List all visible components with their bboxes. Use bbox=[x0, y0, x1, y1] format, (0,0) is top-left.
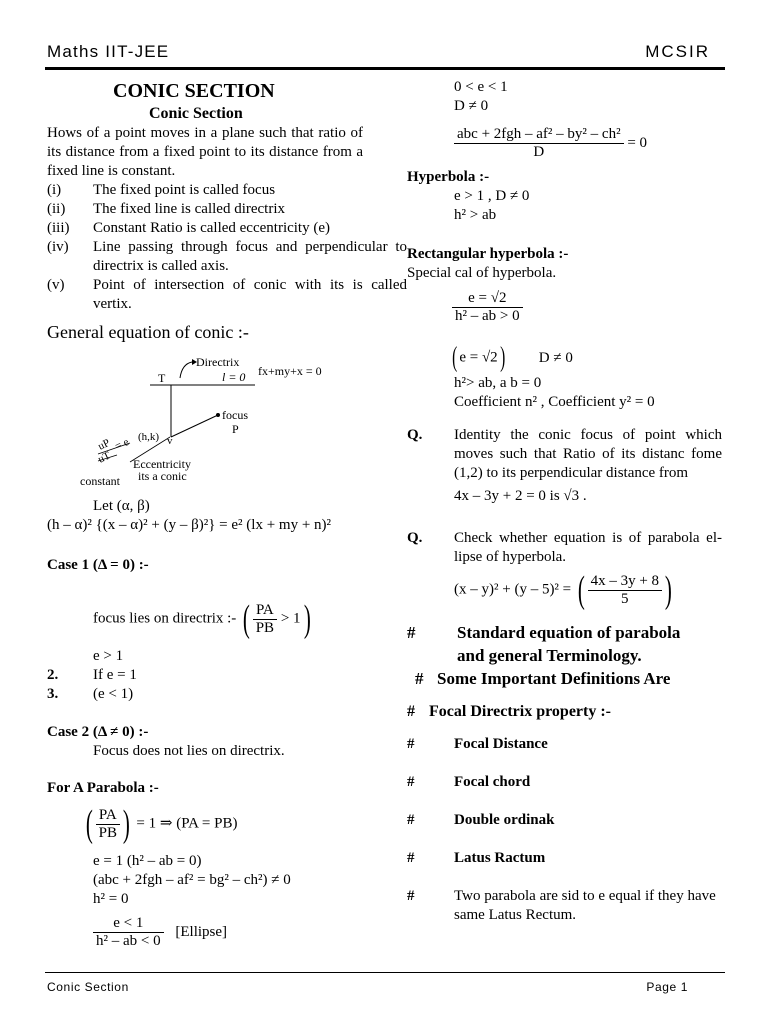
hash-mark: # bbox=[407, 703, 415, 720]
fraction-denominator: D bbox=[533, 144, 545, 160]
footer-page-number: Page 1 bbox=[646, 980, 688, 994]
closing-statement: Two parabola are sid to e equal if they have same Latus Rectum. bbox=[454, 888, 716, 923]
gt-one: > 1 bbox=[280, 610, 301, 627]
case2-heading: Case 2 (Δ ≠ 0) :- bbox=[47, 724, 149, 740]
ellipse-condition: 0 < e < 1 bbox=[454, 79, 508, 95]
question-equation-row bbox=[454, 571, 675, 609]
list-item-text: The fixed point is called focus bbox=[93, 182, 276, 198]
ellipse-label: [Ellipse] bbox=[175, 924, 228, 940]
list-item-number: (iv) bbox=[47, 239, 69, 255]
fraction-numerator: abc + 2fgh – af² – by² – ch² bbox=[454, 126, 624, 144]
focus-on-directrix-row bbox=[93, 600, 313, 638]
rect-D: D ≠ 0 bbox=[538, 349, 573, 366]
hash-mark: # bbox=[407, 888, 415, 904]
e-gt-1: e > 1 bbox=[93, 648, 124, 664]
fraction-denominator: PB bbox=[98, 824, 118, 841]
item-text: (e < 1) bbox=[93, 686, 134, 702]
diagram-label-directrix: Directrix bbox=[196, 355, 240, 369]
rect-line: Coefficient n² , Coefficient y² = 0 bbox=[454, 394, 655, 410]
fraction bbox=[452, 290, 523, 325]
list-item-text: The fixed line is called directrix bbox=[93, 201, 286, 217]
fraction-numerator: e < 1 bbox=[93, 915, 164, 933]
general-equation-heading: General equation of conic :- bbox=[47, 322, 249, 342]
diagram-label-focus: focus bbox=[222, 408, 248, 422]
rect-eq: e = √2 bbox=[459, 349, 498, 366]
parabola-line: h² = 0 bbox=[93, 891, 129, 907]
close-paren: ) bbox=[122, 803, 130, 845]
fraction-numerator: PA bbox=[253, 602, 277, 620]
diagram-label-its-conic: its a conic bbox=[138, 469, 187, 483]
diagram-label-P: P bbox=[232, 422, 239, 436]
question-text: Identity the conic focus of point which moves such that Ratio of its distanc fome (1,2) to its perpendicular distance from bbox=[454, 427, 722, 481]
general-equation: (h – α)² {(x – α)² + (y – β)²} = e² (lx + my + n)² bbox=[47, 517, 332, 533]
question-label: Q. bbox=[407, 530, 423, 546]
list-item-text: Constant Ratio is called eccentricity (e) bbox=[93, 220, 330, 236]
hyperbola-heading: Hyperbola :- bbox=[407, 169, 490, 185]
fraction bbox=[588, 573, 662, 608]
definition-term: Latus Ractum bbox=[454, 850, 546, 866]
list-item-number: (v) bbox=[47, 277, 65, 293]
item-number: 2. bbox=[47, 667, 59, 683]
fraction-denominator: h² – ab > 0 bbox=[455, 308, 520, 324]
list-item-text: Point of intersection of conic with its is called vertix. bbox=[93, 277, 407, 312]
fraction-numerator: PA bbox=[96, 807, 120, 825]
fraction bbox=[454, 126, 624, 161]
hyperbola-line: e > 1 , D ≠ 0 bbox=[454, 188, 530, 204]
diagram-label-e: = e bbox=[113, 435, 131, 453]
section-subtitle: Conic Section bbox=[149, 105, 243, 122]
rect-line: h²> ab, a b = 0 bbox=[454, 375, 542, 391]
section-heading: Some Important Definitions Are bbox=[437, 669, 671, 688]
question-label: Q. bbox=[407, 427, 423, 443]
hash-mark: # bbox=[407, 623, 416, 642]
hash-mark: # bbox=[407, 812, 415, 828]
open-paren: ( bbox=[242, 598, 250, 640]
rect-hyperbola-text: Special cal of hyperbola. bbox=[407, 265, 557, 281]
hash-mark: # bbox=[407, 850, 415, 866]
close-paren: ) bbox=[664, 569, 672, 611]
diagram-label-constant: constant bbox=[80, 474, 120, 488]
list-item-number: (ii) bbox=[47, 201, 66, 217]
fraction bbox=[253, 602, 277, 637]
fraction bbox=[96, 807, 120, 842]
diagram-label-equation: fx+my+x = 0 bbox=[258, 364, 322, 378]
item-number: 3. bbox=[47, 686, 59, 702]
header-rule bbox=[45, 67, 725, 70]
focus-on-directrix-text: focus lies on directrix :- bbox=[93, 610, 237, 627]
item-text: If e = 1 bbox=[93, 667, 137, 683]
parabola-equation-row bbox=[83, 805, 237, 843]
diagram-label-v: v bbox=[167, 435, 173, 447]
list-item-text: Line passing through focus and perpendicular to directrix is called axis. bbox=[93, 239, 407, 274]
rect-hyperbola-heading: Rectangular hyperbola :- bbox=[407, 246, 569, 262]
footer-rule bbox=[45, 972, 725, 973]
ellipse-row bbox=[93, 915, 227, 950]
parabola-line: (abc + 2fgh – af² = bg² – ch²) ≠ 0 bbox=[93, 872, 291, 888]
definition-term: Double ordinak bbox=[454, 812, 555, 828]
close-paren: ) bbox=[499, 342, 505, 373]
fraction-numerator: e = √2 bbox=[452, 290, 523, 308]
rect-eq-row bbox=[450, 339, 573, 377]
hyperbola-line: h² > ab bbox=[454, 207, 497, 223]
close-paren: ) bbox=[303, 598, 311, 640]
list-item-number: (i) bbox=[47, 182, 62, 198]
section-heading: and general Terminology. bbox=[457, 646, 642, 665]
parabola-line: e = 1 (h² – ab = 0) bbox=[93, 853, 202, 869]
fraction-denominator: 5 bbox=[621, 590, 629, 607]
section-heading: Focal Directrix property :- bbox=[429, 703, 612, 720]
definition-term: Focal Distance bbox=[454, 736, 548, 752]
header-right: MCSIR bbox=[645, 42, 710, 61]
question-equation: 4x – 3y + 2 = 0 is √3 . bbox=[454, 488, 587, 504]
fraction-numerator: 4x – 3y + 8 bbox=[588, 573, 662, 591]
conic-diagram bbox=[75, 350, 375, 490]
case1-heading: Case 1 (Δ = 0) :- bbox=[47, 557, 149, 573]
open-paren: ( bbox=[85, 803, 93, 845]
page-title: CONIC SECTION bbox=[113, 80, 275, 102]
parabola-equation-rest: = 1 ⇒ (PA = PB) bbox=[136, 815, 238, 832]
fraction-denominator: PB bbox=[255, 619, 275, 636]
open-paren: ( bbox=[577, 569, 585, 611]
diagram-label-hk: (h,k) bbox=[138, 431, 160, 443]
diagram-label-T: T bbox=[158, 371, 166, 385]
diagram-label-uP: uP bbox=[96, 436, 112, 453]
hash-mark: # bbox=[407, 736, 415, 752]
diagram-label-uT: uT bbox=[96, 449, 113, 466]
footer-left: Conic Section bbox=[47, 980, 129, 994]
intro-paragraph: Hows of a point moves in a plane such that ratio of its distance from a fixed point to its distance from a fixed line is constant. bbox=[47, 125, 363, 179]
fraction bbox=[93, 915, 164, 950]
diagram-label-eccentricity: Eccentricity bbox=[133, 457, 191, 471]
let-statement: Let (α, β) bbox=[93, 498, 150, 514]
question-text: Check whether equation is of parabola el-lipse of hyperbola. bbox=[454, 530, 722, 565]
ellipse-condition: D ≠ 0 bbox=[454, 98, 489, 114]
hash-mark: # bbox=[415, 669, 424, 688]
diagram-label-l0: l = 0 bbox=[222, 370, 246, 384]
rect-fraction-row bbox=[452, 290, 523, 325]
list-item-number: (iii) bbox=[47, 220, 70, 236]
hash-mark: # bbox=[407, 774, 415, 790]
fraction-denominator: h² – ab < 0 bbox=[96, 933, 161, 949]
open-paren: ( bbox=[452, 342, 458, 373]
equals-zero: = 0 bbox=[627, 135, 648, 151]
section-heading: Standard equation of parabola bbox=[457, 623, 681, 642]
parabola-heading: For A Parabola :- bbox=[47, 780, 159, 796]
discriminant-row bbox=[454, 126, 647, 161]
definition-term: Focal chord bbox=[454, 774, 531, 790]
case2-text: Focus does not lies on directrix. bbox=[93, 743, 285, 759]
question-lhs: (x – y)² + (y – 5)² = bbox=[454, 581, 572, 598]
header-left: Maths IIT-JEE bbox=[47, 42, 170, 61]
